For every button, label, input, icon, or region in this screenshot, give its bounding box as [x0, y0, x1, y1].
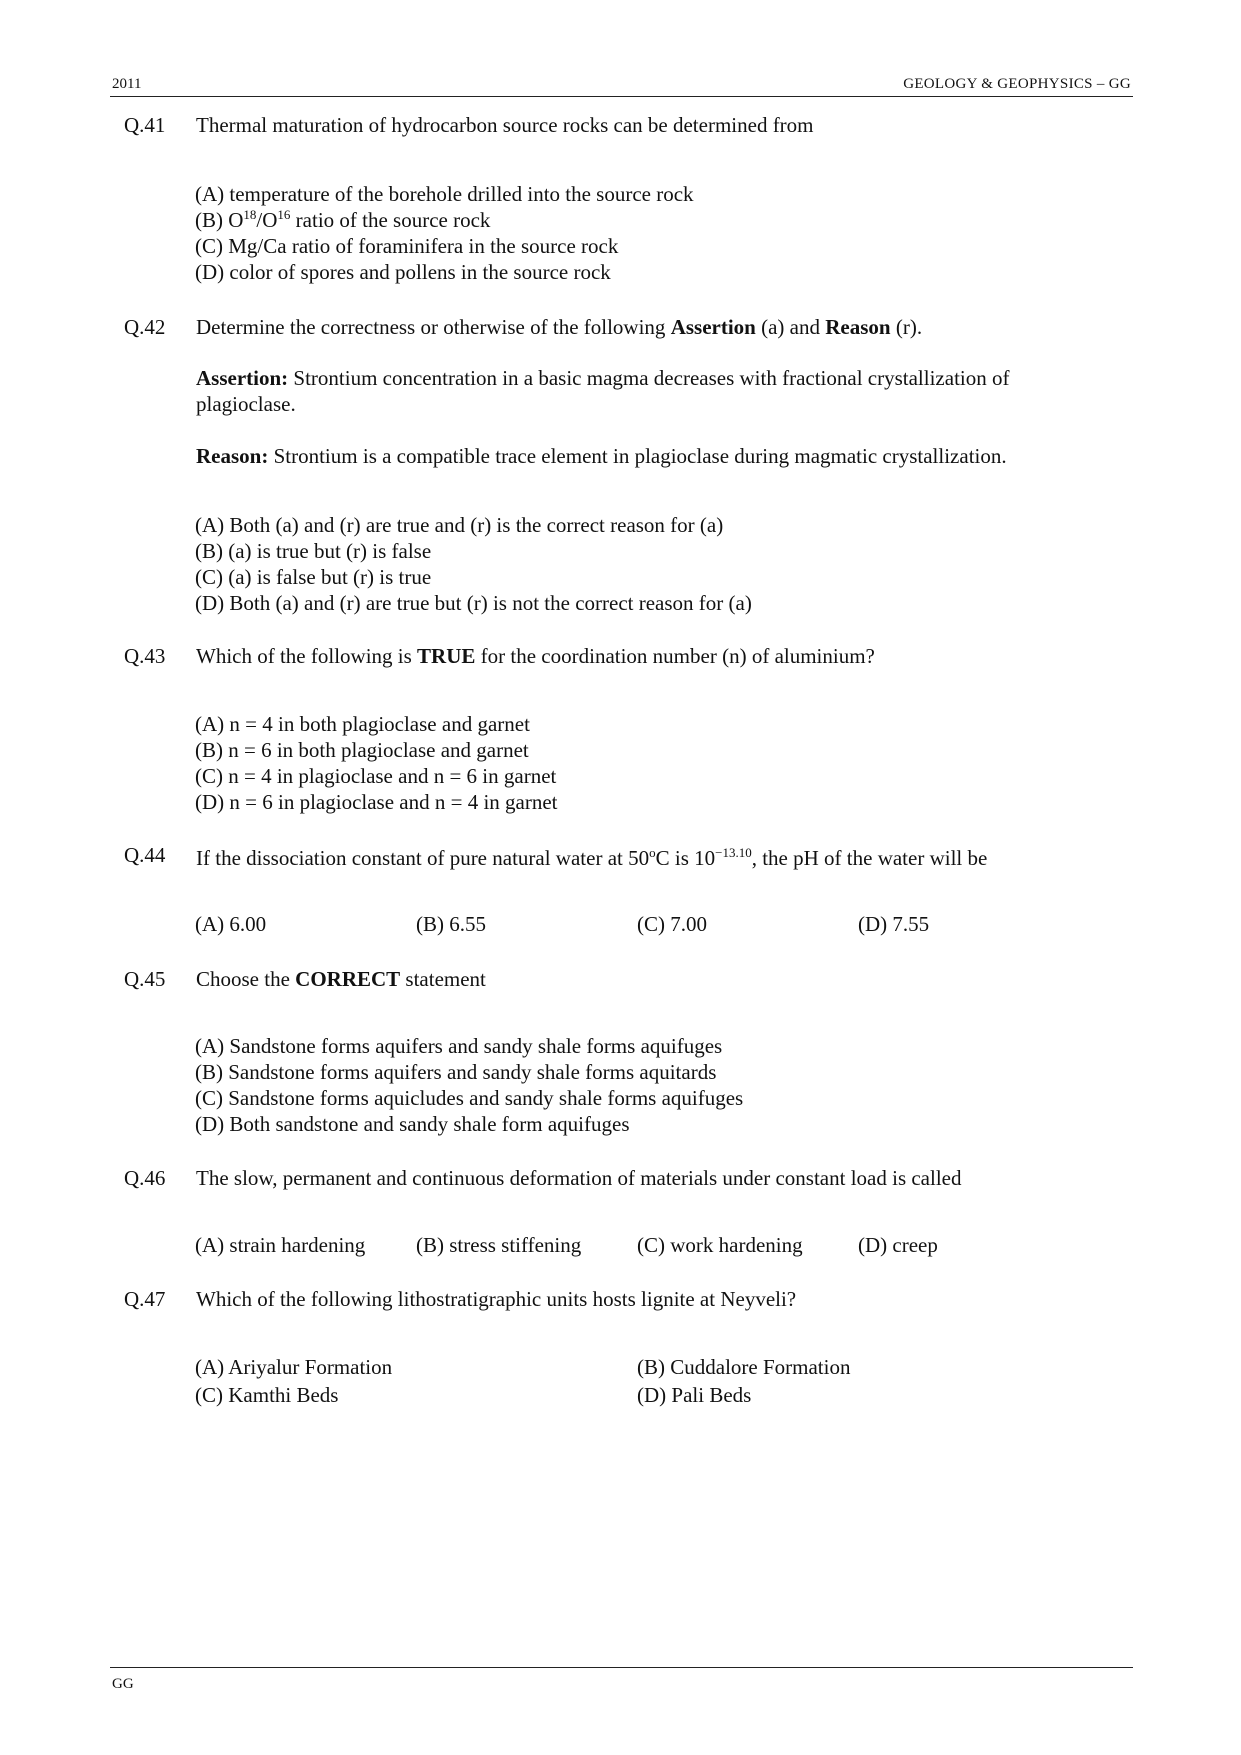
q46-option-d: (D) creep [858, 1233, 938, 1257]
q42-option-a: (A) Both (a) and (r) are true and (r) is the correct reason for (a) [195, 513, 724, 537]
q45-option-d: (D) Both sandstone and sandy shale form aquifuges [195, 1112, 630, 1136]
q46-option-a: (A) strain hardening [195, 1233, 366, 1257]
q47-option-a: (A) Ariyalur Formation [195, 1355, 393, 1379]
q41-number: Q.41 [124, 113, 166, 137]
q47-option-c: (C) Kamthi Beds [195, 1383, 339, 1407]
q47-option-b: (B) Cuddalore Formation [637, 1355, 851, 1379]
q46-text: The slow, permanent and continuous deformation of materials under constant load is called [196, 1166, 962, 1190]
q44-text: If the dissociation constant of pure natural water at 50$^o$C is $10^{-13.10}$, the pH of the water will be [196, 845, 988, 870]
q46-number: Q.46 [124, 1166, 166, 1190]
q41-option-a: (A) temperature of the borehole drilled into the source rock [195, 182, 694, 206]
page-footer [110, 1667, 1133, 1692]
q46-option-b: (B) stress stiffening [416, 1233, 582, 1257]
q47-text: Which of the following lithostratigraphic units hosts lignite at Neyveli? [196, 1287, 797, 1311]
q43-option-a: (A) n = 4 in both plagioclase and garnet [195, 712, 530, 736]
q44-option-c: (C) 7.00 [637, 912, 707, 936]
q44-number: Q.44 [124, 843, 166, 867]
q44-option-d: (D) 7.55 [858, 912, 930, 936]
q44-option-b: (B) 6.55 [416, 912, 486, 936]
q42-number: Q.42 [124, 315, 166, 339]
q45-text: Choose the CORRECT statement [196, 967, 486, 991]
q45-number: Q.45 [124, 967, 166, 991]
header-subject: GEOLOGY & GEOPHYSICS – GG [903, 76, 1131, 92]
q42-assertion: Assertion: Strontium concentration in a basic magma decreases with fractional crystallization of [196, 366, 1010, 390]
q43-text: Which of the following is TRUE for the coordination number (n) of aluminium? [196, 644, 875, 668]
header-year: 2011 [112, 76, 142, 92]
page-header [110, 74, 1133, 97]
q42-text: Determine the correctness or otherwise of the following Assertion (a) and Reason (r). [196, 315, 923, 339]
q42-reason: Reason: Strontium is a compatible trace element in plagioclase during magmatic crystallization. [196, 444, 1007, 468]
q44-option-a: (A) 6.00 [195, 912, 267, 936]
q41-option-b: (B) $O^{18}/O^{16}$ ratio of the source rock [195, 207, 491, 232]
q46-option-c: (C) work hardening [637, 1233, 803, 1257]
q42-option-d: (D) Both (a) and (r) are true but (r) is not the correct reason for (a) [195, 591, 752, 615]
q45-option-b: (B) Sandstone forms aquifers and sandy shale forms aquitards [195, 1060, 717, 1084]
q41-option-d: (D) color of spores and pollens in the source rock [195, 260, 611, 284]
q43-option-b: (B) n = 6 in both plagioclase and garnet [195, 738, 529, 762]
q42-option-c: (C) (a) is false but (r) is true [195, 565, 432, 589]
q41-option-c: (C) Mg/Ca ratio of foraminifera in the source rock [195, 234, 619, 258]
q47-number: Q.47 [124, 1287, 166, 1311]
q45-option-a: (A) Sandstone forms aquifers and sandy shale forms aquifuges [195, 1034, 723, 1058]
footer-code: GG [112, 1676, 134, 1692]
q43-number: Q.43 [124, 644, 166, 668]
q45-option-c: (C) Sandstone forms aquicludes and sandy shale forms aquifuges [195, 1086, 744, 1110]
q42-option-b: (B) (a) is true but (r) is false [195, 539, 432, 563]
q42-assertion-cont: plagioclase. [196, 392, 296, 416]
q43-option-d: (D) n = 6 in plagioclase and n = 4 in garnet [195, 790, 558, 814]
q47-option-d: (D) Pali Beds [637, 1383, 752, 1407]
q41-text: Thermal maturation of hydrocarbon source rocks can be determined from [196, 113, 814, 137]
q43-option-c: (C) n = 4 in plagioclase and n = 6 in garnet [195, 764, 557, 788]
